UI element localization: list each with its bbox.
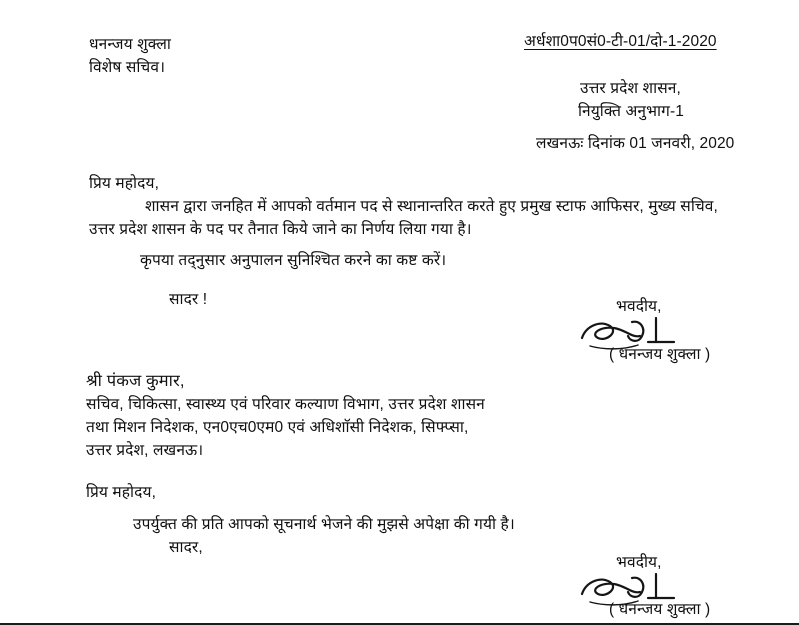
letter-one-signed-name: ( धनन्जय शुक्ला ): [609, 346, 711, 363]
government-line-1: उत्तर प्रदेश शासन,: [580, 80, 681, 97]
letter-one-paragraph-1-line-1: शासन द्वारा जनहित में आपको वर्तमान पद से स्थानान्तरित करते हुए प्रमुख स्टाफ आफिसर, मुख्य सचिव,: [145, 198, 718, 215]
letter-two-salutation: प्रिय महोदय,: [86, 484, 156, 501]
addressee-line-3: उत्तर प्रदेश, लखनऊ।: [86, 442, 204, 459]
letter-one-paragraph-1-line-2: उत्तर प्रदेश शासन के पद पर तैनात किये जाने का निर्णय लिया गया है।: [89, 221, 472, 238]
letter-one-regards: सादर !: [169, 291, 208, 308]
government-date-line: लखनऊः दिनांक 01 जनवरी, 2020: [536, 135, 735, 152]
sender-designation: विशेष सचिव।: [89, 59, 166, 76]
letter-two-closing: भवदीय,: [616, 554, 662, 571]
addressee-name: श्री पंकज कुमार,: [86, 372, 185, 390]
addressee-line-2: तथा मिशन निदेशक, एन0एच0एम0 एवं अधिशाॅसी निदेशक, सिफ्प्सा,: [86, 419, 469, 436]
reference-number: अर्धशा0प0सं0-टी-01/दो-1-2020: [524, 33, 717, 50]
letter-two-regards: सादर,: [169, 539, 203, 556]
sender-name: धनन्जय शुक्ला: [89, 36, 171, 53]
letter-one-paragraph-2: कृपया तद्नुसार अनुपालन सुनिश्चित करने का कष्ट करें।: [140, 252, 447, 269]
letter-two-signed-name: ( धनन्जय शुक्ला ): [609, 601, 711, 618]
government-line-2: नियुक्ति अनुभाग-1: [578, 103, 684, 120]
letter-two-paragraph-1: उपर्युक्त की प्रति आपको सूचनार्थ भेजने की मुझसे अपेक्षा की गयी है।: [133, 516, 515, 533]
addressee-line-1: सचिव, चिकित्सा, स्वास्थ्य एवं परिवार कल्याण विभाग, उत्तर प्रदेश शासन: [86, 396, 485, 413]
letter-one-closing: भवदीय,: [616, 298, 662, 315]
letter-one-salutation: प्रिय महोदय,: [89, 175, 159, 192]
